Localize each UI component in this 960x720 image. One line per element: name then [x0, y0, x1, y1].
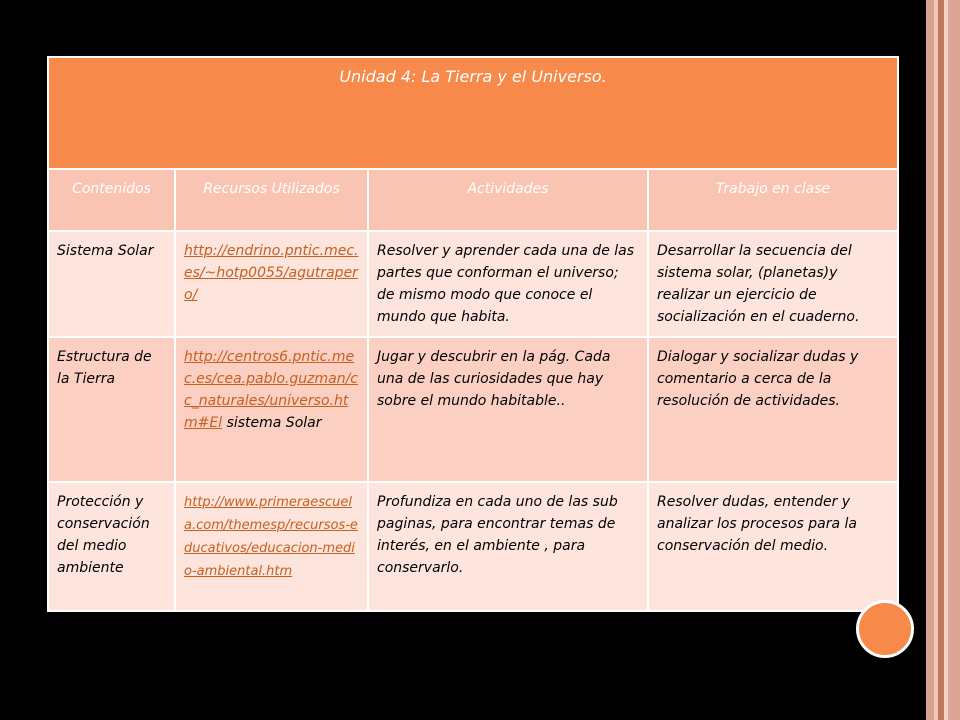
header-row: [48, 169, 898, 231]
recurso-extra: sistema Solar: [226, 415, 322, 431]
table-row: [48, 482, 898, 611]
recurso-cell: [175, 231, 368, 337]
stripe: [948, 0, 960, 720]
decorative-stripes: [926, 0, 960, 720]
recurso-link[interactable]: http://centros6.pntic.mec.es/cea.pablo.guzman/cc_naturales/universo.htm#El: [184, 349, 358, 431]
contenido-cell: Estructura de la Tierra: [48, 337, 175, 482]
recurso-cell: [175, 337, 368, 482]
decorative-circle: [856, 600, 914, 658]
actividad-cell: Resolver y aprender cada una de las partes que conforman el universo; de mismo modo que conoce el mundo que habita.: [368, 231, 648, 337]
recurso-link[interactable]: http://endrino.pntic.mec.es/~hotp0055/agutrapero/: [184, 243, 359, 303]
contenido-cell: Sistema Solar: [48, 231, 175, 337]
recurso-cell: [175, 482, 368, 611]
trabajo-cell: Dialogar y socializar dudas y comentario a cerca de la resolución de actividades.: [648, 337, 898, 482]
table-row: [48, 337, 898, 482]
actividad-cell: Profundiza en cada uno de las sub paginas, para encontrar temas de interés, en el ambiente , para conservarlo.: [368, 482, 648, 611]
contenido-cell: Protección y conservación del medio ambiente: [48, 482, 175, 611]
unit-table: [47, 56, 899, 612]
stripe: [926, 0, 934, 720]
trabajo-cell: Desarrollar la secuencia del sistema solar, (planetas)y realizar un ejercicio de socialización en el cuaderno.: [648, 231, 898, 337]
actividad-cell: Jugar y descubrir en la pág. Cada una de las curiosidades que hay sobre el mundo habitable..: [368, 337, 648, 482]
header-actividades: Actividades: [368, 169, 648, 231]
header-contenidos: Contenidos: [48, 169, 175, 231]
table-row: [48, 231, 898, 337]
header-recursos: Recursos Utilizados: [175, 169, 368, 231]
table-title: Unidad 4: La Tierra y el Universo.: [48, 57, 898, 169]
recurso-link[interactable]: http://www.primeraescuela.com/themesp/recursos-educativos/educacion-medio-ambiental.htm: [184, 495, 358, 579]
trabajo-cell: Resolver dudas, entender y analizar los procesos para la conservación del medio.: [648, 482, 898, 611]
header-trabajo: Trabajo en clase: [648, 169, 898, 231]
